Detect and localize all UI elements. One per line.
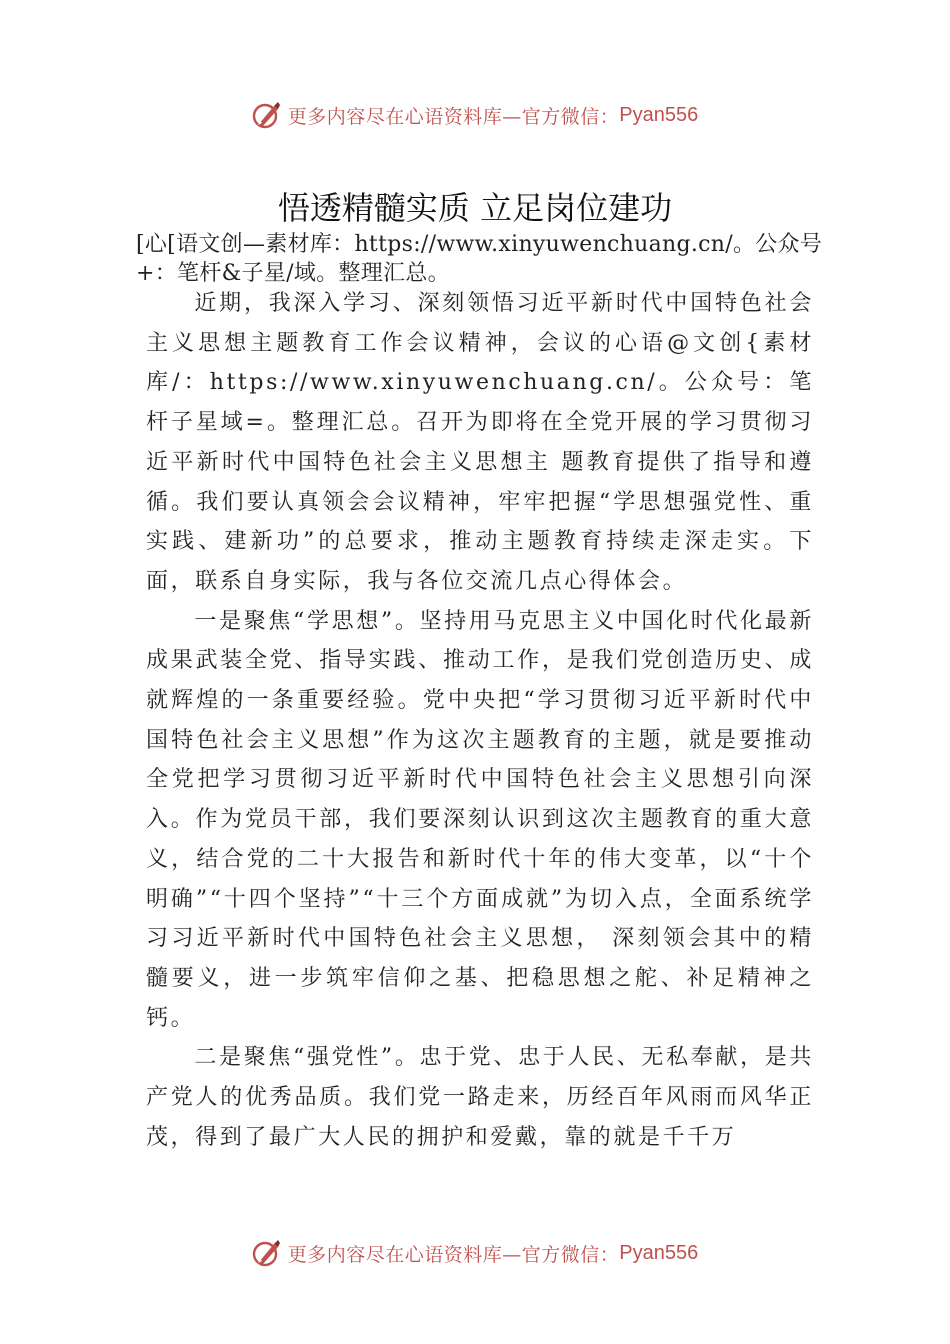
source-note: [心[语文创—素材库：https://www.xinyuwenchuang.cn/。公众号+：笔杆&子星/域。整理汇总。 xyxy=(136,232,823,286)
banner-wechat-id: Pyan556 xyxy=(619,1241,699,1264)
banner-text: 更多内容尽在心语资料库—官方微信： xyxy=(287,105,620,128)
banner-text: 更多内容尽在心语资料库—官方微信： xyxy=(287,1243,620,1266)
header-banner xyxy=(0,95,950,135)
paragraph-party-spirit: 二是聚焦“强党性”。忠于党、忠于人民、无私奉献，是共产党人的优秀品质。我们党一路走来，历经百年风雨而风华正茂，得到了最广大人民的拥护和爱戴，靠的就是千千万 xyxy=(146,1045,814,1150)
paragraph-study-thought: 一是聚焦“学思想”。坚持用马克思主义中国化时代化最新成果武装全党、指导实践、推动工作，是我们党创造历史、成就辉煌的一条重要经验。党中央把“学习贯彻习近平新时代中国特色社会主义思想”作为这次主题教育的主题，就是要推动全党把学习贯彻习近平新时代中国特色社会主义思想引向深入。作为党员干部，我们要深刻认识到这次主题教育的重大意义，结合党的二十大报告和新时代十年的伟大变革，以“十个明确”“十四个坚持”“十三个方面成就”为切入点，全面系统学习习近平新时代中国特色社会主义思想， 深刻领会其中的精髓要义，进一步筑牢信仰之基、把稳思想之舵、补足精神之钙。 xyxy=(146,608,814,1031)
document-body xyxy=(146,284,814,1157)
pen-logo-icon xyxy=(252,1238,282,1268)
document-title: 悟透精髓实质 立足岗位建功 xyxy=(277,189,673,227)
banner-wechat-id: Pyan556 xyxy=(619,103,699,126)
footer-banner xyxy=(0,1233,950,1273)
paragraph-intro: 近期，我深入学习、深刻领悟习近平新时代中国特色社会主义思想主题教育工作会议精神，会议的心语@文创{素材库/：https://www.xinyuwenchuang.cn/。公众号：笔杆子星域=。整理汇总。召开为即将在全党开展的学习贯彻习近平新时代中国特色社会主义思想主 题教育提供了指导和遵循。我们要认真领会会议精神，牢牢把握“学思想强党性、重实践、建新功”的总要求，推动主题教育持续走深走实。下面，联系自身实际，我与各位交流几点心得体会。 xyxy=(146,291,814,594)
pen-logo-icon xyxy=(252,100,282,130)
